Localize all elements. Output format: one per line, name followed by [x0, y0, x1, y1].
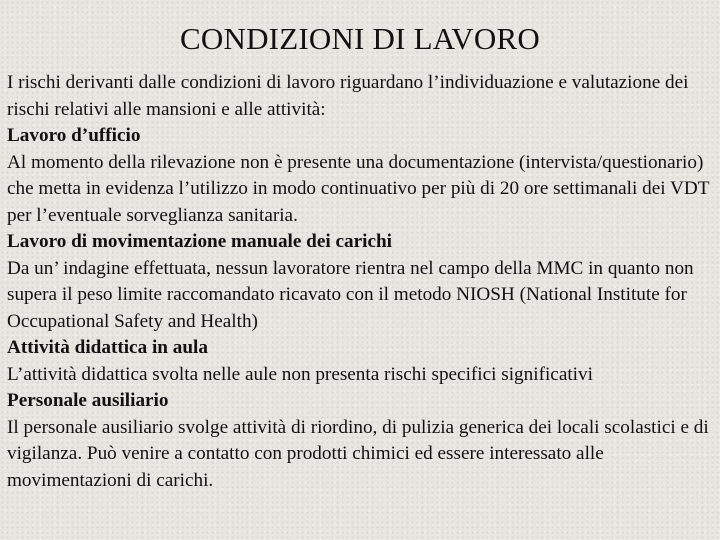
section-heading-auxiliary-staff: Personale ausiliario: [7, 390, 169, 411]
section-heading-classroom-teaching: Attività didattica in aula: [7, 337, 208, 358]
slide-body: [7, 70, 713, 494]
section-text-office-work: Al momento della rilevazione non è presente una documentazione (intervista/questionario) che metta in evidenza l’utilizzo in modo continuativo per più di 20 ore settimanali dei VDT per l’eventuale sorveglianza sanitaria.: [7, 151, 710, 226]
section-text-classroom-teaching: L’attività didattica svolta nelle aule non presenta rischi specifici significativi: [7, 363, 593, 385]
section-text-auxiliary-staff: Il personale ausiliario svolge attività di riordino, di pulizia generica dei locali scolastici e di vigilanza. Può venire a contatto con prodotti chimici ed essere interessato alle movimentazioni di carichi.: [7, 416, 709, 491]
section-text-manual-handling: Da un’ indagine effettuata, nessun lavoratore rientra nel campo della MMC in quanto non supera il peso limite raccomandato ricavato con il metodo NIOSH (National Institute for Occupational Safety and Health): [7, 257, 694, 332]
intro-paragraph: I rischi derivanti dalle condizioni di lavoro riguardano l’individuazione e valutazione dei rischi relativi alle mansioni e alle attività:: [7, 72, 689, 120]
slide-title: CONDIZIONI DI LAVORO: [180, 21, 540, 56]
section-heading-manual-handling: Lavoro di movimentazione manuale dei carichi: [7, 231, 392, 252]
section-heading-office-work: Lavoro d’ufficio: [7, 125, 141, 146]
